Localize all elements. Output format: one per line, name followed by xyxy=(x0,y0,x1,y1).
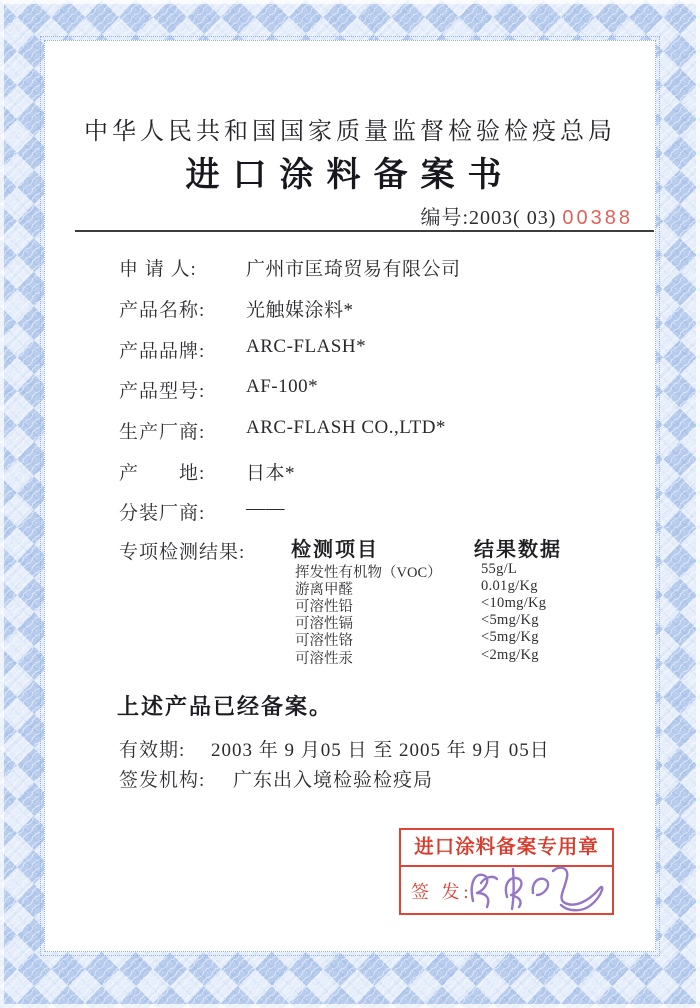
test-row-lead xyxy=(45,595,655,615)
field-value: 光触媒涂料* xyxy=(246,300,354,321)
field-row-brand xyxy=(45,336,655,362)
test-column-header-item: 检测项目 xyxy=(291,539,379,561)
field-label: 产 地: xyxy=(119,463,206,484)
test-results-section-label: 专项检测结果: xyxy=(119,542,246,563)
test-row-cadmium xyxy=(45,612,655,632)
test-result: <5mg/Kg xyxy=(481,612,539,628)
field-row-product-name xyxy=(45,295,655,321)
field-value: 广州市匡琦贸易有限公司 xyxy=(246,259,461,280)
test-row-voc xyxy=(45,561,655,581)
validity-label: 有效期: xyxy=(119,740,186,761)
test-result: <2mg/Kg xyxy=(481,647,539,663)
field-label: 产品型号: xyxy=(119,381,206,402)
field-value: —— xyxy=(246,498,285,519)
field-row-model xyxy=(45,376,655,402)
field-value: 日本* xyxy=(246,463,296,484)
issuing-authority-title: 中华人民共和国国家质量监督检验检疫总局 xyxy=(84,119,616,145)
test-result: 0.01g/Kg xyxy=(481,578,538,594)
sign-label: 签 发: xyxy=(411,882,473,902)
registration-stamp-box xyxy=(399,828,614,915)
field-value: ARC-FLASH* xyxy=(246,336,367,357)
serial-number xyxy=(420,201,633,230)
test-row-mercury xyxy=(45,647,655,667)
field-row-repackager xyxy=(45,498,655,524)
field-label: 分装厂商: xyxy=(119,503,206,524)
field-value: AF-100* xyxy=(246,376,319,397)
field-label: 生产厂商: xyxy=(119,422,206,443)
test-row-chromium xyxy=(45,629,655,649)
stamp-box-title: 进口涂料备案专用章 xyxy=(401,830,612,867)
serial-number-label: 编号:2003( 03) xyxy=(420,207,557,229)
serial-number-value: 00388 xyxy=(562,207,633,229)
test-item: 游离甲醛 xyxy=(295,582,353,598)
certificate-sheet xyxy=(44,40,656,952)
header-divider-line xyxy=(75,230,654,232)
stamp-sign-row xyxy=(401,867,612,913)
test-result: <10mg/Kg xyxy=(481,595,547,611)
test-row-formaldehyde xyxy=(45,578,655,598)
test-item: 可溶性镉 xyxy=(295,616,353,632)
handwritten-signature-icon xyxy=(461,857,616,921)
test-item: 可溶性汞 xyxy=(295,651,353,667)
issuer-label: 签发机构: xyxy=(119,770,206,791)
field-row-manufacturer xyxy=(45,417,655,443)
field-row-origin xyxy=(45,458,655,484)
validity-value: 2003 年 9 月05 日 至 2005 年 9月 05日 xyxy=(211,740,550,761)
field-label: 产品名称: xyxy=(119,300,206,321)
document-title: 进口涂料备案书 xyxy=(185,157,515,194)
test-result: <5mg/Kg xyxy=(481,629,539,645)
test-item: 可溶性铅 xyxy=(295,599,353,615)
field-label: 产品品牌: xyxy=(119,341,206,362)
field-row-applicant xyxy=(45,254,655,280)
registration-statement: 上述产品已经备案。 xyxy=(117,694,334,719)
issuer-value: 广东出入境检验检疫局 xyxy=(233,770,434,791)
test-result: 55g/L xyxy=(481,561,518,577)
field-label: 申 请 人: xyxy=(119,259,197,280)
test-column-header-result: 结果数据 xyxy=(474,539,562,561)
test-item: 挥发性有机物（VOC） xyxy=(295,565,442,581)
test-item: 可溶性铬 xyxy=(295,633,353,649)
field-value: ARC-FLASH CO.,LTD* xyxy=(246,417,446,438)
